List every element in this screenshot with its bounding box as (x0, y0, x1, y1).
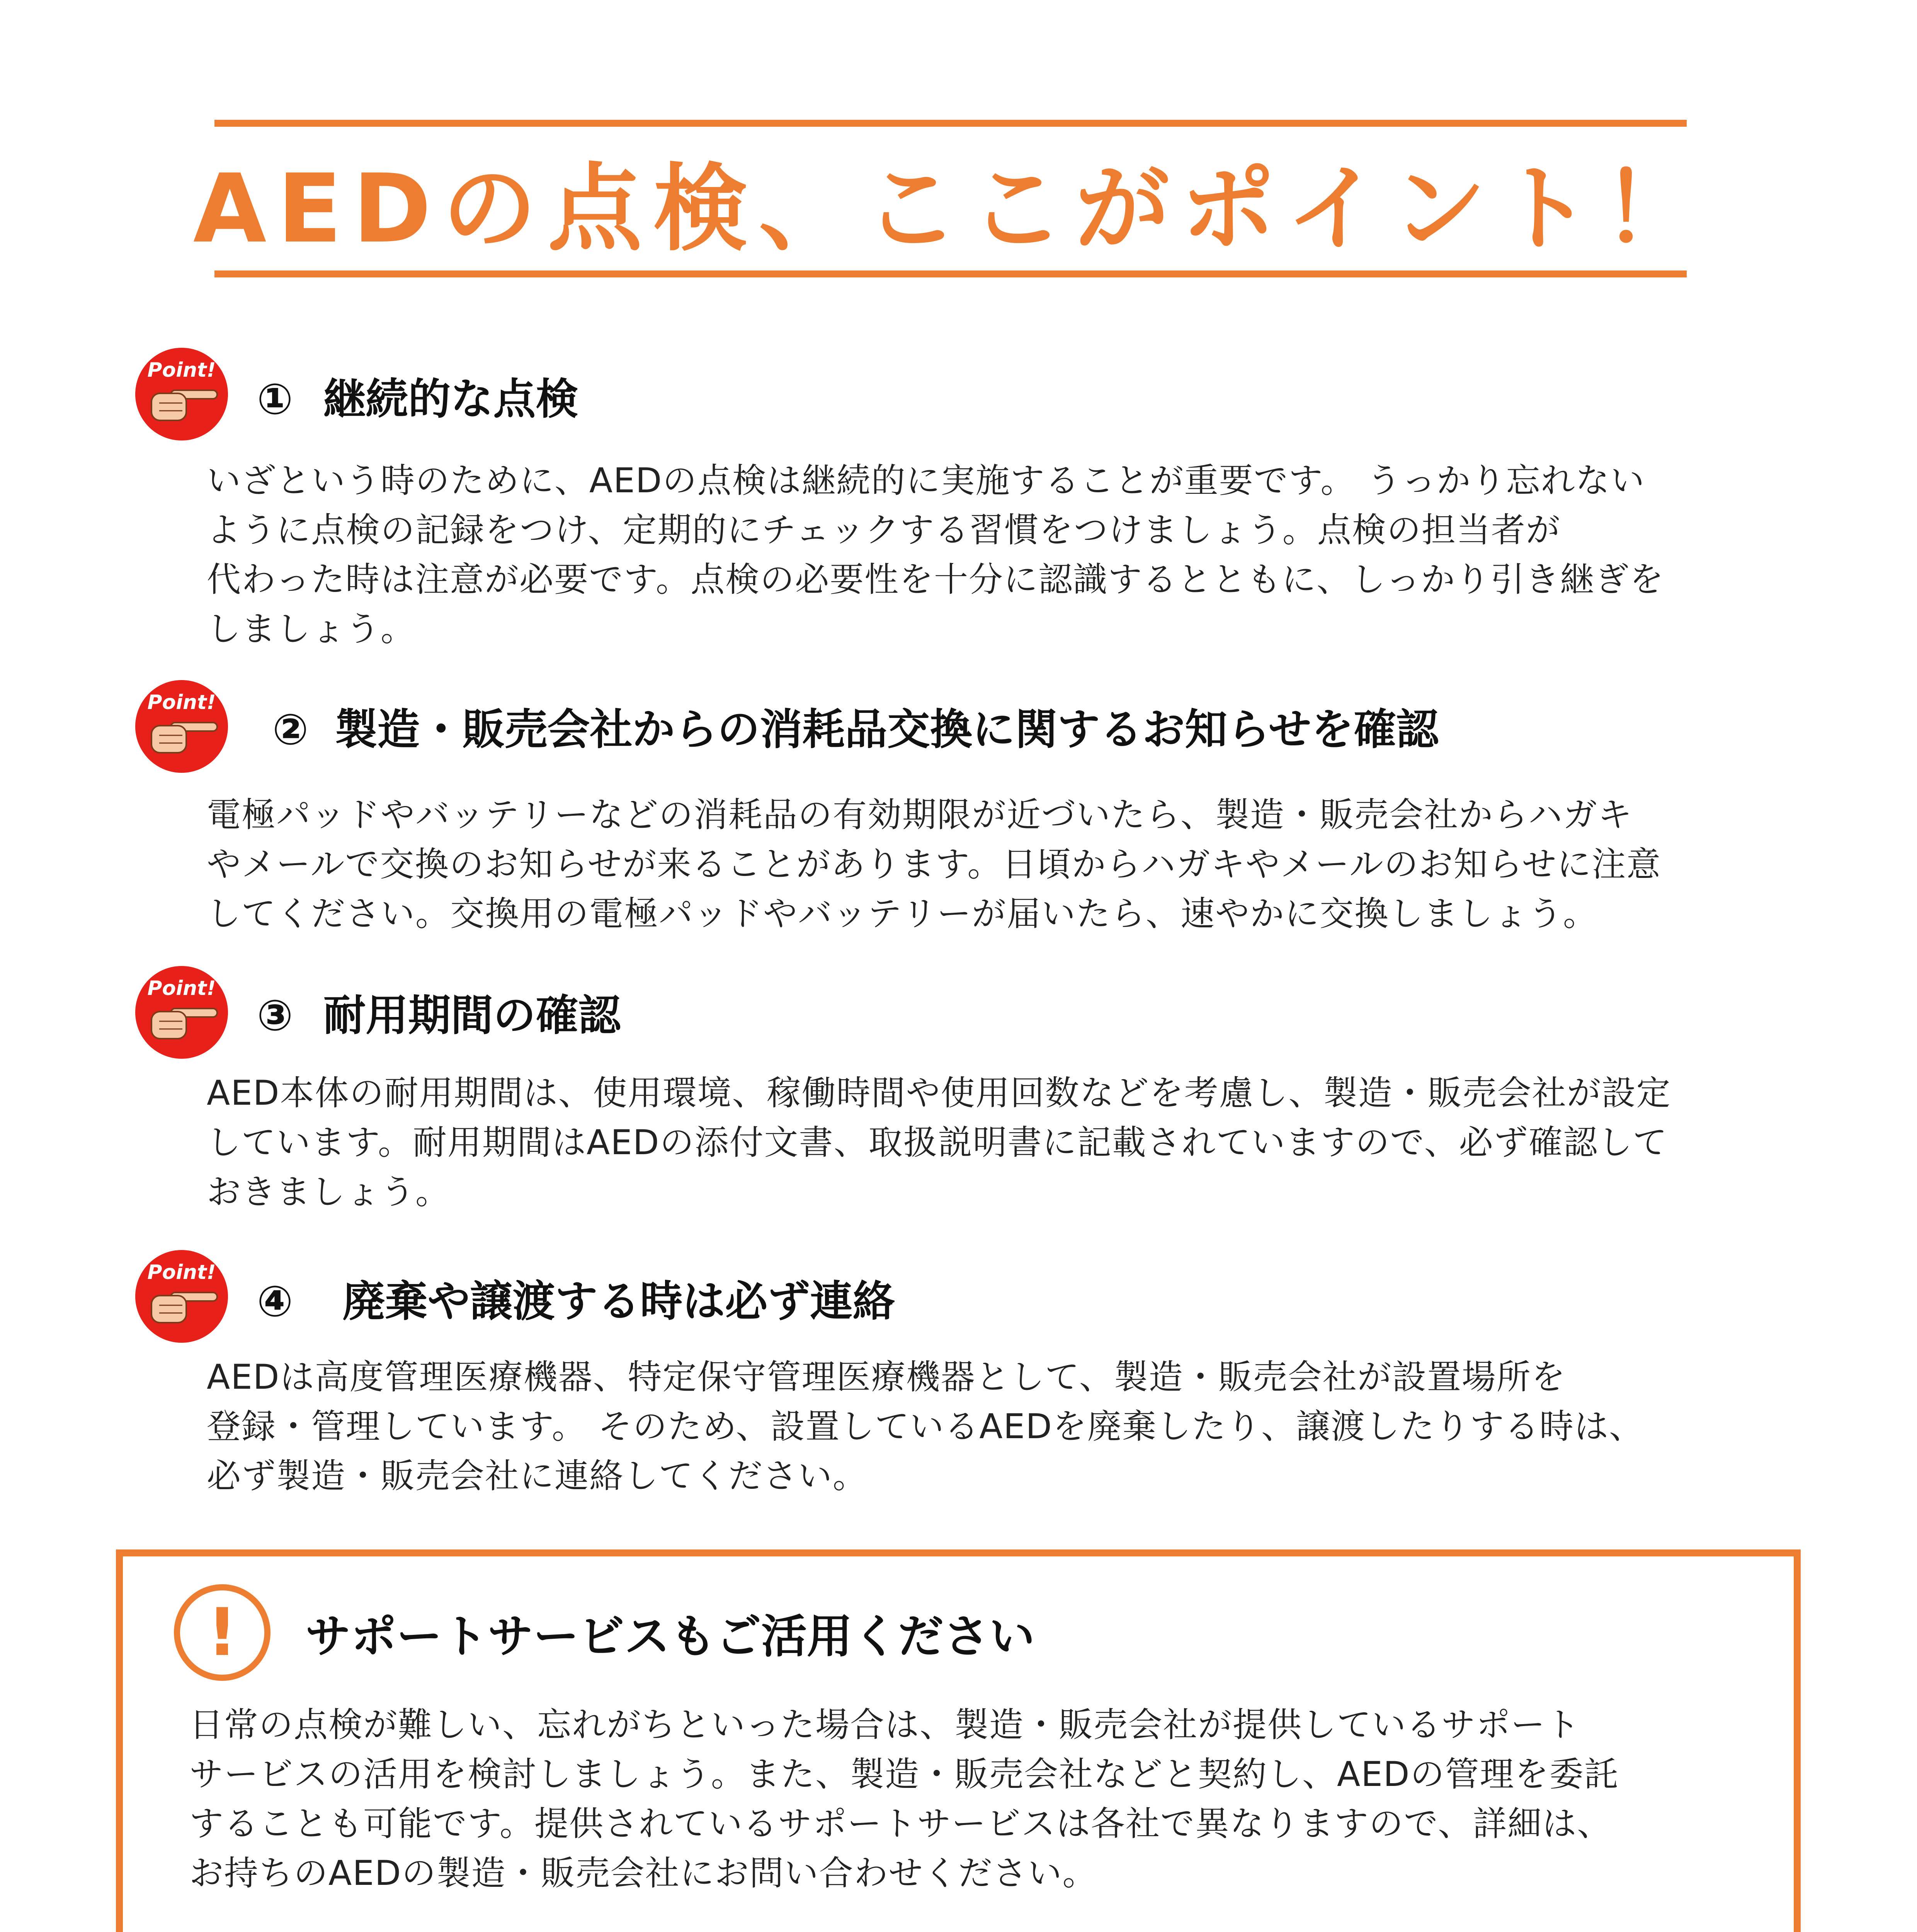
point-4-heading (257, 1267, 895, 1328)
point-badge-label: Point! (147, 977, 216, 1000)
point-1-body (207, 456, 1814, 654)
point-badge-icon (135, 1250, 228, 1343)
point-1-heading (257, 365, 578, 426)
body-line: 日常の点検が難しい、忘れがちといった場合は、製造・販売会社が提供しているサポート (189, 1705, 1581, 1745)
body-line: お持ちのAEDの製造・販売会社にお問い合わせください。 (189, 1853, 1097, 1893)
point-title: 廃棄や譲渡する時は必ず連絡 (342, 1277, 895, 1326)
point-3-heading (257, 981, 621, 1043)
body-line: AEDは高度管理医療機器、特定保守管理医療機器として、製造・販売会社が設置場所を (207, 1357, 1566, 1397)
point-badge-icon (135, 348, 228, 440)
body-line: おきましょう。 (207, 1172, 451, 1212)
point-title: 耐用期間の確認 (323, 991, 621, 1040)
body-line: やメールで交換のお知らせが来ることがあります。日頃からハガキやメールのお知らせに注意 (207, 844, 1662, 884)
pointing-hand-icon (144, 714, 221, 757)
point-number: ④ (257, 1277, 293, 1326)
support-title: サポートサービスもご活用ください (305, 1610, 1035, 1663)
point-title: 継続的な点検 (323, 374, 578, 424)
body-line: 登録・管理しています。 そのため、設置しているAEDを廃棄したり、譲渡したりする時は、 (207, 1406, 1644, 1446)
point-4-body (207, 1352, 1814, 1501)
body-line: いざという時のために、AEDの点検は継続的に実施することが重要です。 うっかり忘れない (207, 461, 1645, 500)
point-2-heading (272, 696, 1439, 757)
body-line: AED本体の耐用期間は、使用環境、稼働時間や使用回数などを考慮し、製造・販売会社が設定 (207, 1073, 1671, 1113)
title-rule-top (214, 120, 1687, 127)
page-title: AEDの点検、ここがポイント！ (193, 154, 1708, 264)
body-line: 電極パッドやバッテリーなどの消耗品の有効期限が近づいたら、製造・販売会社からハガキ (207, 795, 1633, 835)
body-line: してください。交換用の電極パッドやバッテリーが届いたら、速やかに交換しましょう。 (207, 894, 1598, 934)
point-badge-label: Point! (147, 1261, 216, 1284)
body-line: することも可能です。提供されているサポートサービスは各社で異なりますので、詳細は、 (189, 1804, 1612, 1844)
point-number: ② (272, 705, 309, 754)
support-body (189, 1700, 1774, 1898)
point-number: ③ (257, 991, 293, 1040)
point-badge-icon (135, 680, 228, 773)
point-badge-icon (135, 966, 228, 1059)
body-line: 必ず製造・販売会社に連絡してください。 (207, 1456, 868, 1496)
pointing-hand-icon (144, 382, 221, 424)
point-title: 製造・販売会社からの消耗品交換に関するお知らせを確認 (335, 705, 1439, 754)
point-badge-label: Point! (147, 359, 216, 382)
body-line: しています。耐用期間はAEDの添付文書、取扱説明書に記載されていますので、必ず確認して (207, 1122, 1668, 1162)
point-badge-label: Point! (147, 691, 216, 714)
body-line: しましょう。 (207, 609, 416, 649)
point-2-body (207, 790, 1814, 939)
body-line: 代わった時は注意が必要です。点検の必要性を十分に認識するとともに、しっかり引き継ぎを (207, 560, 1665, 599)
pointing-hand-icon (144, 1000, 221, 1043)
pointing-hand-icon (144, 1284, 221, 1327)
point-3-body (207, 1068, 1814, 1217)
body-line: サービスの活用を検討しましょう。また、製造・販売会社などと契約し、AEDの管理を委託 (189, 1754, 1619, 1794)
body-line: ように点検の記録をつけ、定期的にチェックする習慣をつけましょう。点検の担当者が (207, 510, 1561, 550)
title-rule-bottom (214, 270, 1687, 277)
exclamation-icon: ! (174, 1584, 270, 1681)
point-number: ① (257, 374, 293, 424)
